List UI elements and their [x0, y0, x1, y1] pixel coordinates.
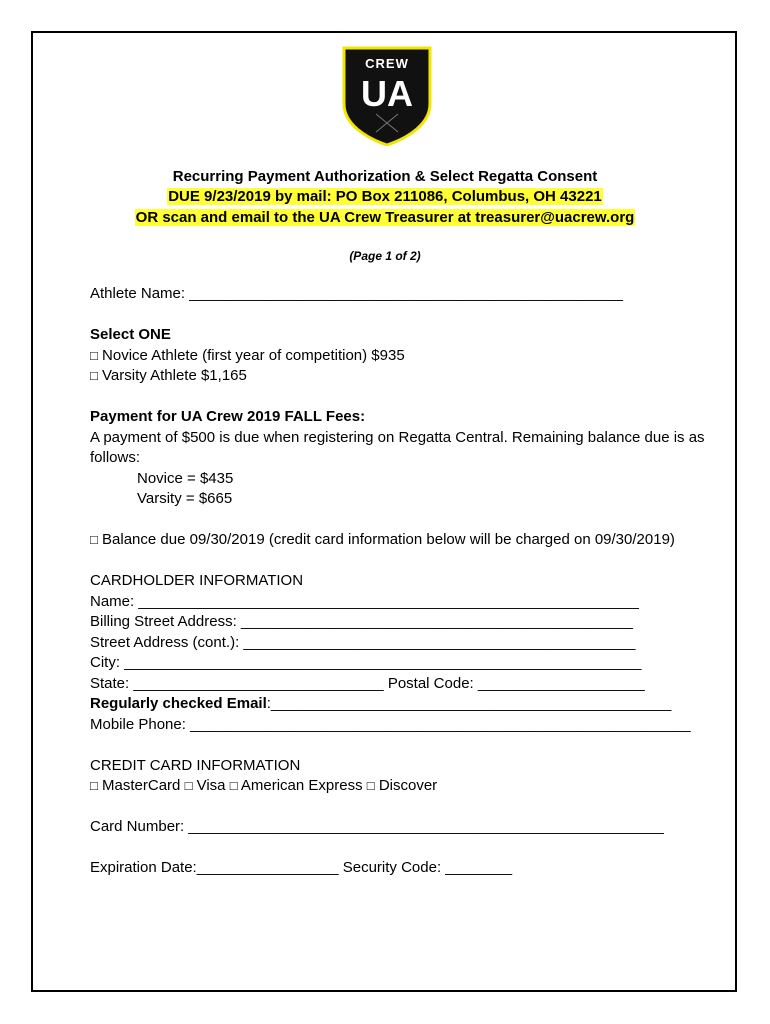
city-label: City:: [90, 654, 120, 671]
state-blank[interactable]: ______________________________: [133, 675, 384, 692]
cardholder-name-blank[interactable]: ____________________________________________________________: [138, 593, 639, 610]
billing-address-field[interactable]: [90, 613, 633, 631]
payment-heading: Payment for UA Crew 2019 FALL Fees:: [90, 408, 366, 425]
cardholder-name-field[interactable]: [90, 593, 639, 611]
postal-code-blank[interactable]: ____________________: [477, 675, 645, 692]
city-blank[interactable]: ______________________________________________________________: [124, 654, 642, 671]
payment-text-line2: follows:: [90, 449, 141, 466]
street-address-cont-blank[interactable]: _______________________________________________: [243, 634, 636, 651]
billing-address-blank[interactable]: _______________________________________________: [240, 613, 634, 630]
card-number-blank[interactable]: _________________________________________________________: [188, 818, 664, 835]
discover-checkbox[interactable]: □: [366, 778, 375, 793]
varsity-label: Varsity Athlete $1,165: [102, 367, 247, 384]
state-label: State:: [90, 675, 130, 692]
city-field[interactable]: [90, 654, 641, 672]
email-label: Regularly checked Email: [90, 695, 267, 712]
page-indicator: (Page 1 of 2): [349, 249, 421, 263]
athlete-name-field[interactable]: [90, 285, 623, 303]
billing-address-label: Billing Street Address:: [90, 613, 237, 630]
novice-balance: Novice = $435: [137, 470, 234, 487]
scan-email-line: OR scan and email to the UA Crew Treasurer at treasurer@uacrew.org: [135, 209, 635, 226]
balance-checkbox[interactable]: □: [90, 532, 98, 547]
expiration-security-row: [90, 859, 512, 877]
card-type-row: [90, 777, 437, 795]
security-code-label: Security Code:: [342, 859, 442, 876]
novice-checkbox[interactable]: □: [90, 348, 98, 363]
expiration-blank[interactable]: _________________: [196, 859, 339, 876]
security-code-blank[interactable]: ________: [445, 859, 513, 876]
select-one-heading: Select ONE: [90, 326, 171, 343]
state-postal-row: [90, 675, 645, 693]
visa-checkbox[interactable]: □: [184, 778, 193, 793]
option-varsity[interactable]: [90, 367, 247, 385]
email-field[interactable]: [90, 695, 671, 713]
cardholder-name-label: Name:: [90, 593, 135, 610]
amex-label: American Express: [240, 777, 363, 794]
credit-card-heading: CREDIT CARD INFORMATION: [90, 757, 301, 774]
athlete-name-label: Athlete Name:: [90, 285, 186, 302]
card-number-field[interactable]: [90, 818, 664, 836]
cardholder-heading: CARDHOLDER INFORMATION: [90, 572, 304, 589]
expiration-label: Expiration Date:: [90, 859, 197, 876]
amex-checkbox[interactable]: □: [229, 778, 238, 793]
card-number-label: Card Number:: [90, 818, 185, 835]
email-colon: :: [266, 695, 271, 712]
due-line: DUE 9/23/2019 by mail: PO Box 211086, Columbus, OH 43221: [168, 188, 602, 205]
athlete-name-blank[interactable]: ____________________________________________________: [189, 285, 624, 302]
varsity-balance: Varsity = $665: [137, 490, 233, 507]
mobile-phone-field[interactable]: [90, 716, 691, 734]
varsity-checkbox[interactable]: □: [90, 368, 98, 383]
mastercard-checkbox[interactable]: □: [90, 778, 98, 793]
mobile-phone-blank[interactable]: ____________________________________________________________: [190, 716, 691, 733]
street-address-cont-label: Street Address (cont.):: [90, 634, 240, 651]
option-novice[interactable]: [90, 347, 405, 365]
mobile-phone-label: Mobile Phone:: [90, 716, 186, 733]
payment-text-line1: A payment of $500 is due when registering on Regatta Central. Remaining balance due is as: [90, 429, 705, 446]
form-title: Recurring Payment Authorization & Select Regatta Consent: [172, 168, 598, 185]
visa-label: Visa: [196, 777, 226, 794]
postal-code-label: Postal Code:: [387, 675, 474, 692]
street-address-cont-field[interactable]: [90, 634, 636, 652]
mastercard-label: MasterCard: [102, 777, 181, 794]
ua-crew-logo: [342, 46, 432, 146]
balance-due-label: Balance due 09/30/2019 (credit card information below will be charged on 09/30/2019): [102, 531, 675, 548]
balance-due-option[interactable]: [90, 531, 675, 549]
logo-crew-text: CREW: [365, 56, 409, 71]
email-blank[interactable]: ________________________________________________: [270, 695, 672, 712]
novice-label: Novice Athlete (first year of competition) $935: [102, 347, 405, 364]
logo-ua-text: UA: [361, 73, 413, 114]
discover-label: Discover: [378, 777, 438, 794]
